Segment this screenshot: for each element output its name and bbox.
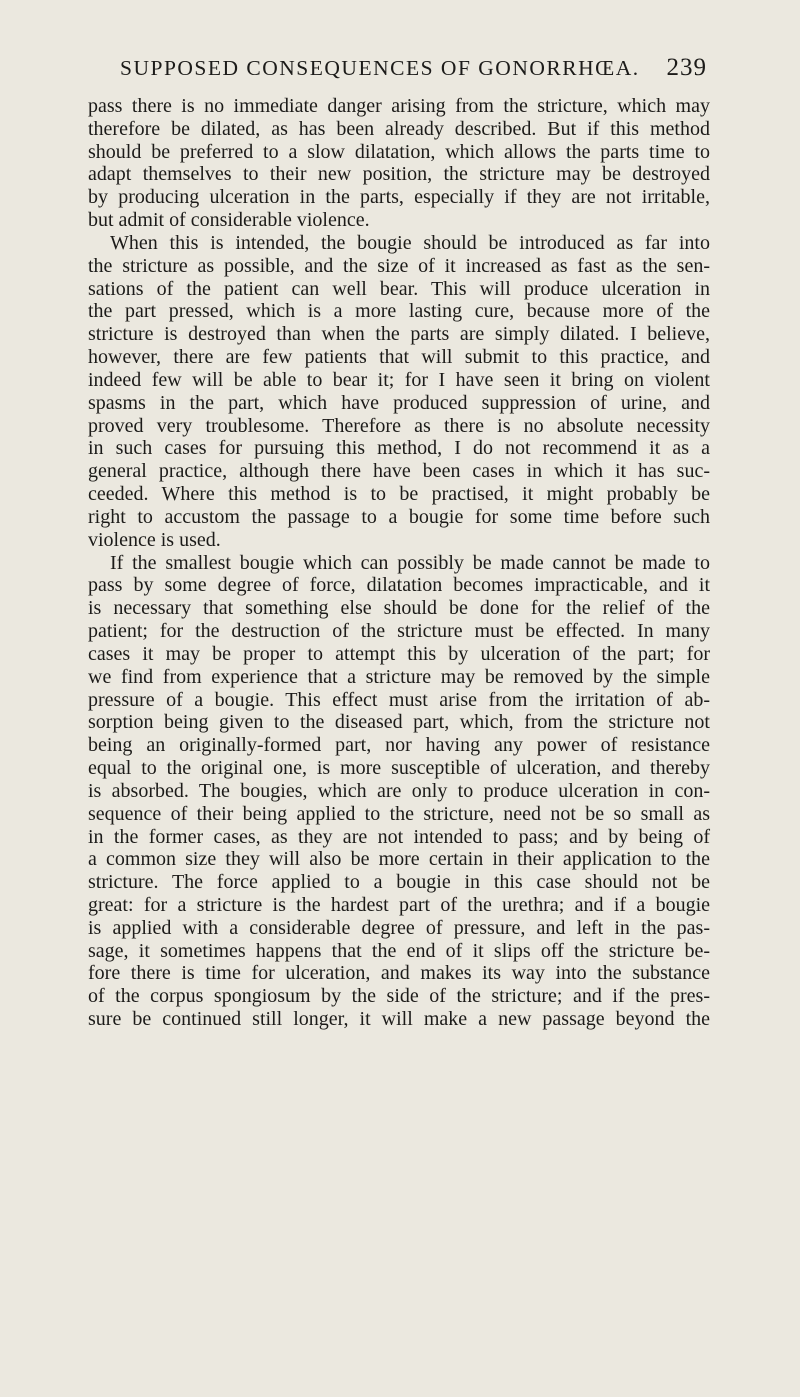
text-line: When this is intended, the bougie should be introduced as far into — [110, 231, 710, 254]
running-head — [120, 50, 707, 86]
text-line: is necessary that something else should be done for the relief of the — [88, 597, 710, 620]
text-line: fore there is time for ulceration, and makes its way into the substance — [88, 962, 710, 985]
text-line: pressure of a bougie. This effect must arise from the irritation of ab- — [88, 688, 710, 711]
text-line: pass there is no immediate danger arising from the stricture, which may — [88, 95, 710, 117]
text-line: pass by some degree of force, dilatation becomes impracticable, and it — [88, 574, 710, 597]
text-line: should be preferred to a slow dilatation, which allows the parts time to — [88, 140, 710, 163]
text-line: right to accustom the passage to a bougie for some time before such — [88, 505, 710, 528]
text-line: violence is used. — [88, 528, 221, 551]
text-line: the part pressed, which is a more lasting cure, because more of the — [88, 300, 710, 323]
text-line: therefore be dilated, as has been already described. But if this method — [88, 117, 710, 140]
text-line: by producing ulceration in the parts, especially if they are not irritable, — [88, 186, 710, 209]
text-line: we find from experience that a stricture may be removed by the simple — [88, 665, 710, 688]
text-line: sage, it sometimes happens that the end of it slips off the stricture be- — [88, 939, 710, 962]
text-line: however, there are few patients that will submit to this practice, and — [88, 346, 710, 369]
text-line: being an originally-formed part, nor having any power of resistance — [88, 734, 710, 757]
text-line: in such cases for pursuing this method, I do not recommend it as a — [88, 437, 710, 460]
text-line: indeed few will be able to bear it; for I have seen it bring on violent — [88, 368, 710, 391]
text-line: adapt themselves to their new position, the stricture may be destroyed — [88, 163, 710, 186]
body-text — [88, 95, 710, 1031]
text-line: ceeded. Where this method is to be practised, it might probably be — [88, 483, 710, 506]
page-number: 239 — [666, 54, 707, 81]
text-line: is absorbed. The bougies, which are only to produce ulceration in con- — [88, 779, 710, 802]
text-line: equal to the original one, is more susceptible of ulceration, and thereby — [88, 757, 710, 780]
text-line: is applied with a considerable degree of pressure, and left in the pas- — [88, 916, 710, 939]
text-line: sations of the patient can well bear. This will produce ulceration in — [88, 277, 710, 300]
text-line: If the smallest bougie which can possibly be made cannot be made to — [110, 551, 710, 574]
text-line: in the former cases, as they are not intended to pass; and by being of — [88, 825, 710, 848]
text-line: sorption being given to the diseased part, which, from the stricture not — [88, 711, 710, 734]
text-line: patient; for the destruction of the stricture must be effected. In many — [88, 620, 710, 643]
text-line: spasms in the part, which have produced suppression of urine, and — [88, 391, 710, 414]
text-line: a common size they will also be more certain in their application to the — [88, 848, 710, 871]
text-line: sure be continued still longer, it will make a new passage beyond the — [88, 1008, 710, 1031]
text-line: great: for a stricture is the hardest part of the urethra; and if a bougie — [88, 893, 710, 916]
text-line: proved very troublesome. Therefore as there is no absolute necessity — [88, 414, 710, 437]
text-line: stricture. The force applied to a bougie in this case should not be — [88, 871, 710, 894]
text-line: the stricture as possible, and the size of it increased as fast as the sen- — [88, 254, 710, 277]
text-line: general practice, although there have been cases in which it has suc- — [88, 460, 710, 483]
running-title: SUPPOSED CONSEQUENCES OF GONORRHŒA. — [120, 56, 640, 80]
text-line: stricture is destroyed than when the parts are simply dilated. I believe, — [88, 323, 710, 346]
text-line: but admit of considerable violence. — [88, 209, 370, 232]
text-line: of the corpus spongiosum by the side of the stricture; and if the pres- — [88, 985, 710, 1008]
text-line: sequence of their being applied to the stricture, need not be so small as — [88, 802, 710, 825]
text-line: cases it may be proper to attempt this by ulceration of the part; for — [88, 642, 710, 665]
